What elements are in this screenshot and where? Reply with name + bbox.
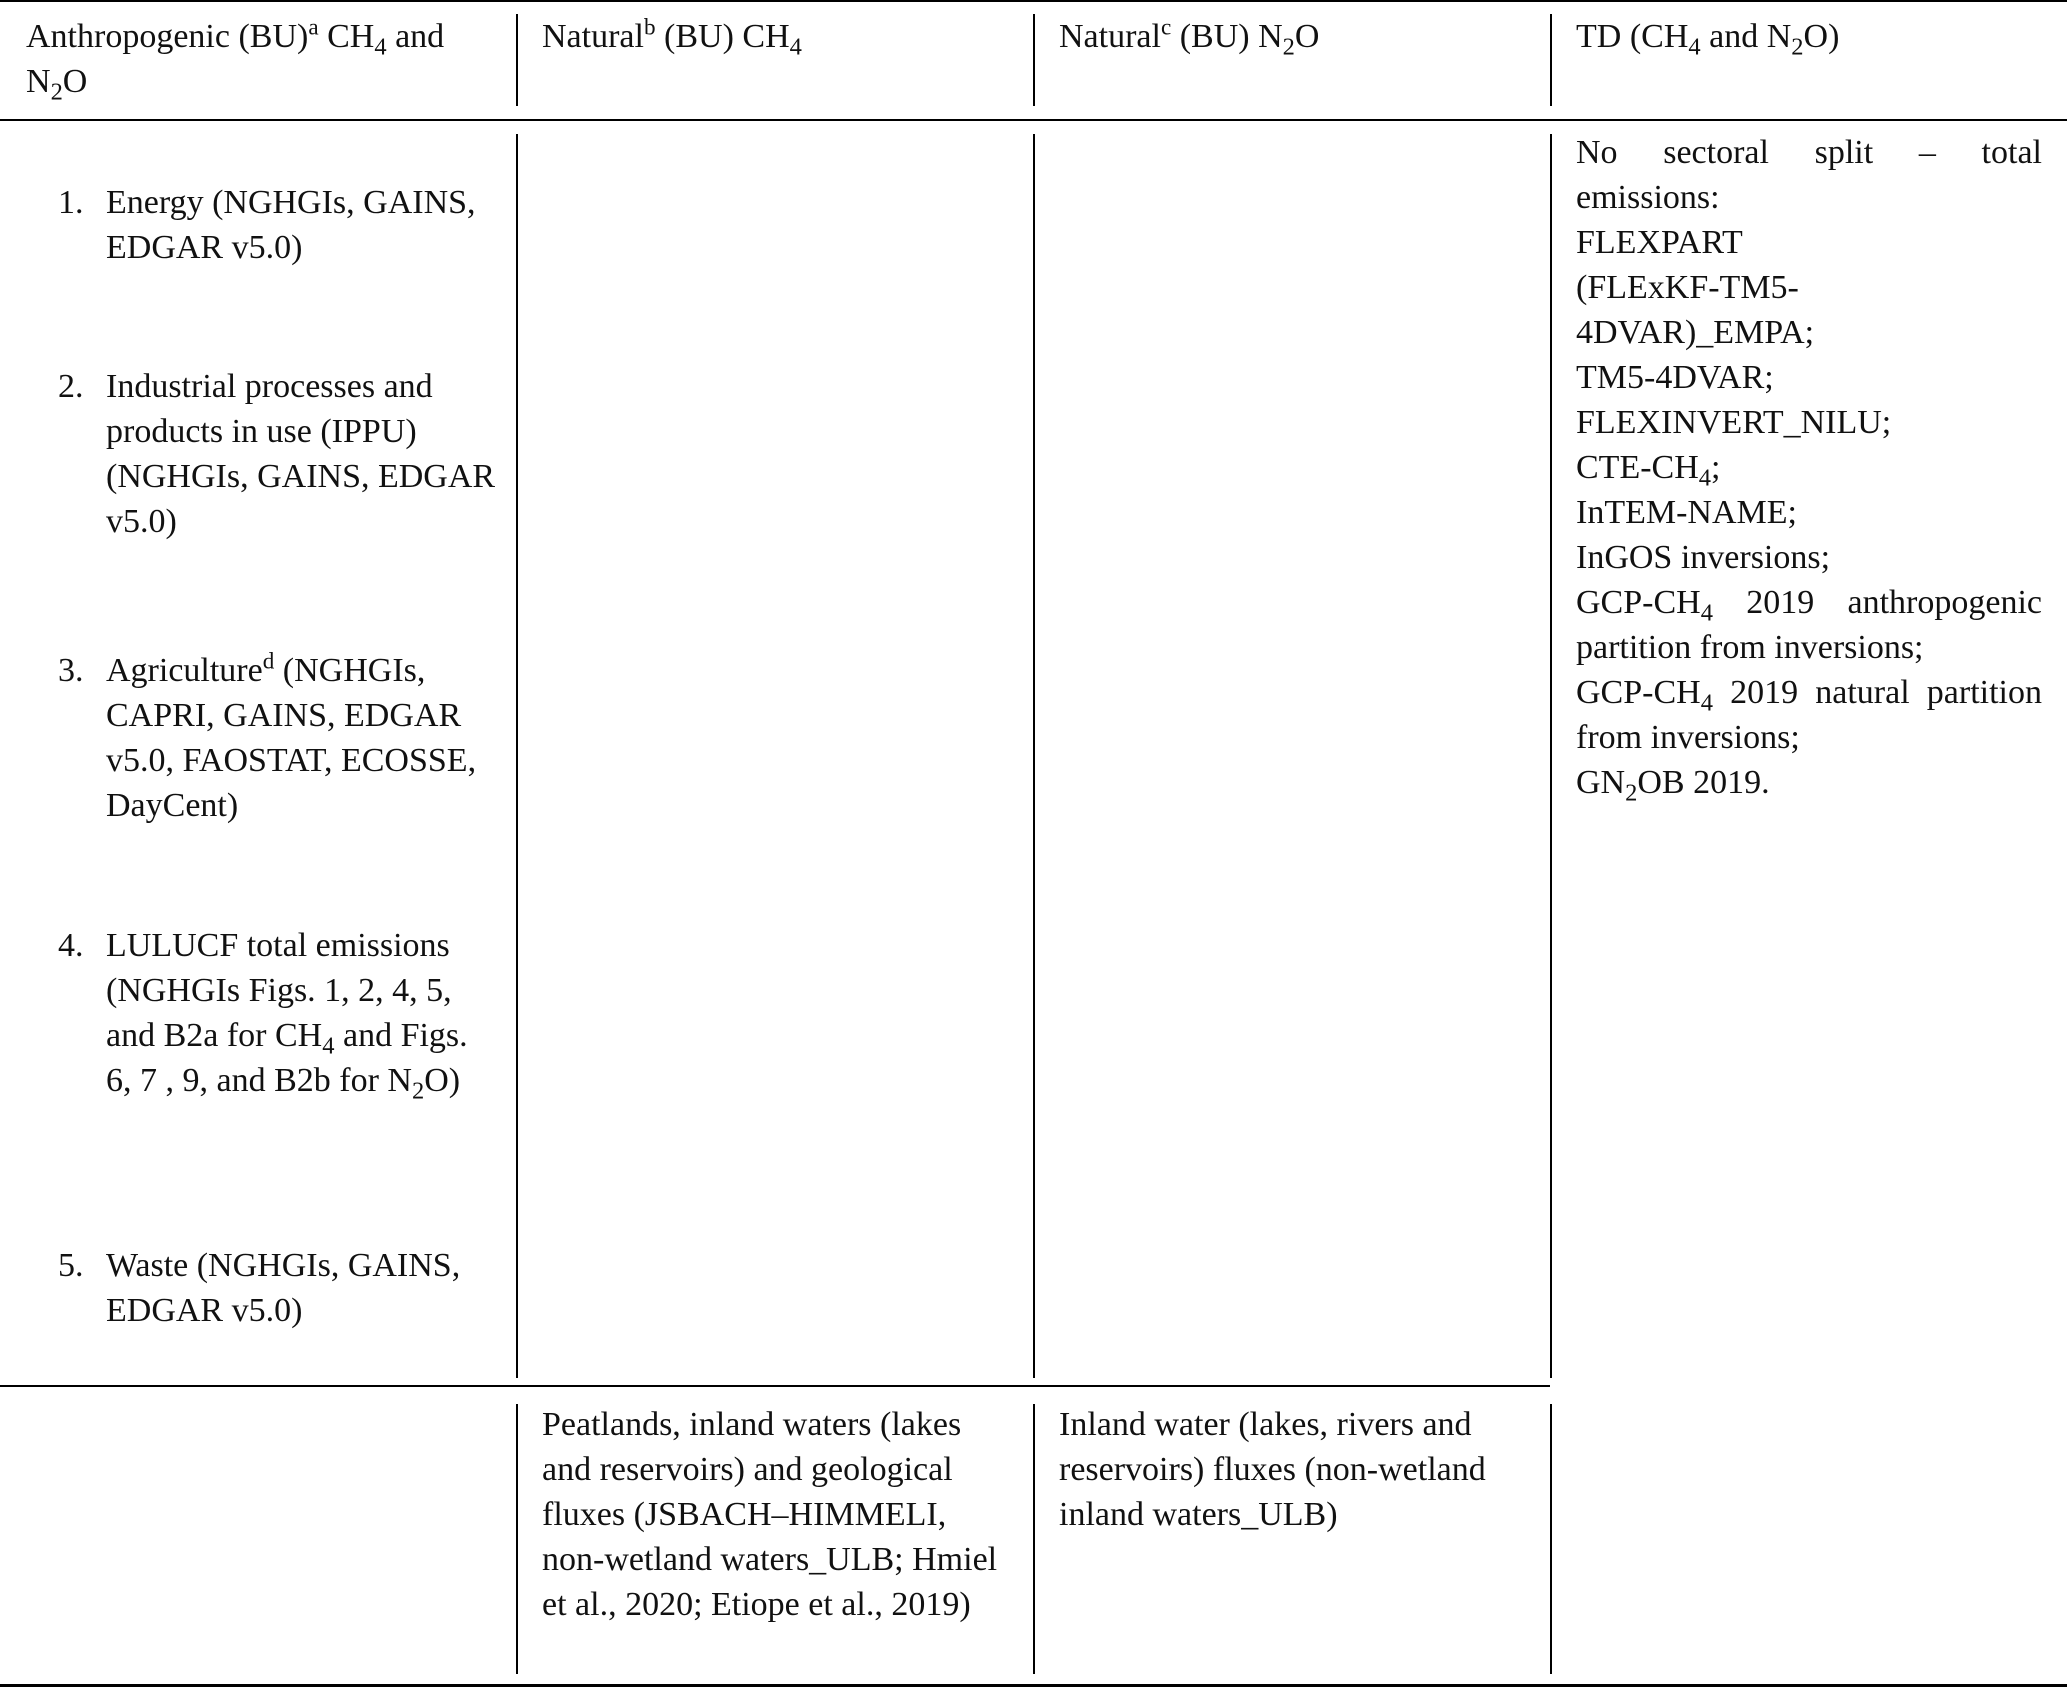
bottom-rule bbox=[0, 1684, 2067, 1687]
header-divider-1 bbox=[516, 14, 518, 106]
lower-divider-2 bbox=[1033, 1404, 1035, 1674]
lower-divider-1 bbox=[516, 1404, 518, 1674]
td-item: $GN_2OB$ 2019. bbox=[1576, 764, 1770, 807]
body-divider-3 bbox=[1550, 134, 1552, 1378]
body-divider-2 bbox=[1033, 134, 1035, 1378]
body-divider-1 bbox=[516, 134, 518, 1378]
header-rule bbox=[0, 119, 2067, 121]
header-natural-n2o: Natural$^c$ (BU) $N_2O$ bbox=[1059, 14, 1320, 61]
header-natural-ch4: Natural$^b$ (BU) $CH_4$ bbox=[542, 14, 802, 61]
lower-divider-3 bbox=[1550, 1404, 1552, 1674]
td-item: GCP-$CH_4$ 2019 natural partition from inversions; bbox=[1576, 674, 2042, 756]
top-rule bbox=[0, 0, 2067, 2]
td-item: FLEXINVERT_NILU; bbox=[1576, 404, 1892, 441]
natural-ch4-fluxes: Peatlands, inland waters (lakes and reservoirs) and geological fluxes (JSBACH–HIMMELI, non-wetland waters_ULB; Hmiel et al., 2020; Etiope et al., 2019) bbox=[542, 1406, 998, 1623]
td-item: TM5-4DVAR; bbox=[1576, 359, 1774, 396]
header-divider-3 bbox=[1550, 14, 1552, 106]
section-rule bbox=[0, 1385, 1550, 1387]
td-item: InGOS inversions; bbox=[1576, 539, 1831, 576]
td-item: InTEM-NAME; bbox=[1576, 494, 1797, 531]
header-anthropogenic: Anthropogenic (BU)$^a$ $CH_4$ and $N_2O$ bbox=[26, 14, 445, 106]
natural-n2o-fluxes: Inland water (lakes, rivers and reservoirs) fluxes (non-wetland inland waters_ULB) bbox=[1059, 1406, 1486, 1533]
header-divider-2 bbox=[1033, 14, 1035, 106]
header-td: TD ($CH_4$ and $N_2O$) bbox=[1576, 18, 1840, 61]
td-item: CTE-$CH_4$; bbox=[1576, 449, 1721, 492]
td-item: GCP-$CH_4$ 2019 anthropogenic partition from inversions; bbox=[1576, 584, 2042, 666]
td-item: FLEXPART (FLExKF-TM5-4DVAR)_EMPA; bbox=[1576, 224, 1815, 351]
td-intro: No sectoral split – total emissions: bbox=[1576, 134, 2042, 216]
td-inversion-list bbox=[1576, 130, 2042, 805]
